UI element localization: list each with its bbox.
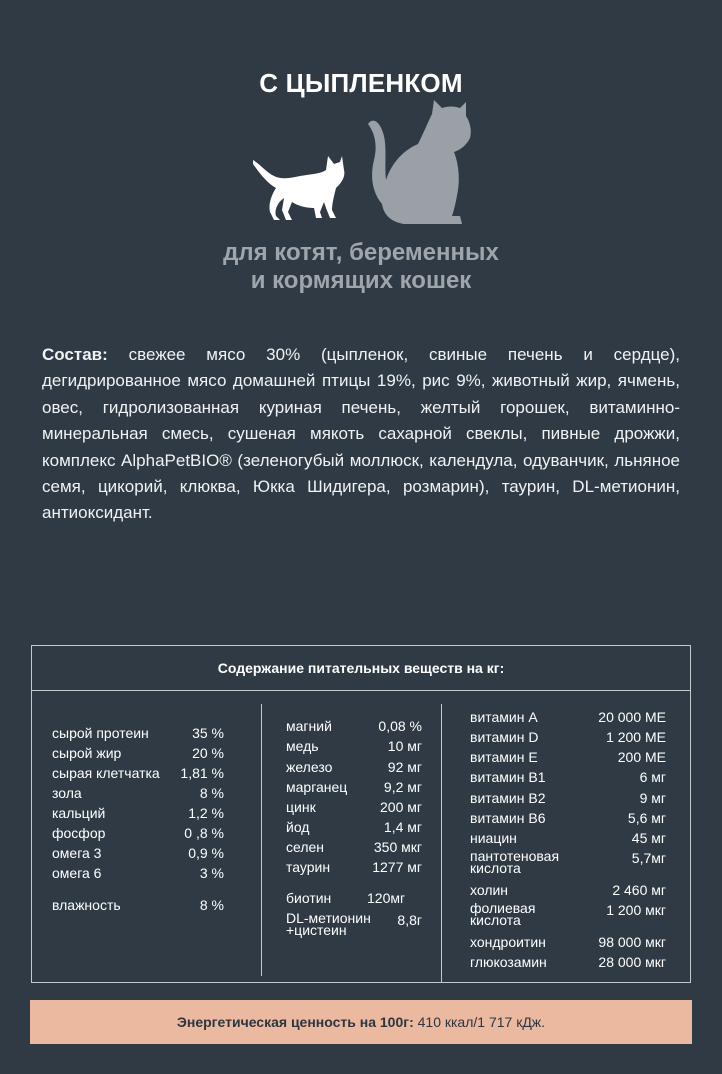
nutrient-value: 5,7мг [631, 850, 666, 866]
nutrient-name: сырая клетчатка [52, 765, 160, 781]
energy-label: Энергетическая ценность на 100г: [176, 1014, 414, 1030]
nutrient-name: витамин А [470, 709, 538, 725]
audience-line: для котят, беременных [223, 239, 499, 266]
kitten-icon [250, 150, 350, 224]
nutrient-name: железо [286, 759, 333, 775]
nutrient-name: витамин В2 [470, 790, 546, 806]
nutrient-value: 1 200 мкг [606, 902, 666, 918]
nutrient-name: DL-метионин +цистеин [286, 910, 371, 938]
nutrient-name: глюкозамин [470, 954, 547, 970]
composition-text: свежее мясо 30% (цыпленок, свиные печень и сердце), дегидрированное мясо домашней птицы 19%, рис 9%, животный жир, ячмень, овес, гидролизованная куриная печень, желтый горошек, витаминно-минеральная смесь, сушеная мякоть сахарной свеклы, пивные дрожжи, комплекс AlphaPetBIO® (зеленогубый моллюск, календула, одуванчик, льняное семя, цикорий, клюква, Юкка Шидигера, розмарин), таурин, DL-метионин, антиоксидант. [42, 345, 680, 523]
composition-label: Состав: [42, 345, 108, 364]
nutrient-value: 1277 мг [372, 859, 422, 875]
nutrient-value: 5,6 мг [627, 810, 666, 826]
nutrient-value: 8 % [199, 897, 224, 913]
nutrients-heading: Содержание питательных веществ на кг: [32, 646, 690, 691]
nutrient-name: таурин [286, 859, 331, 875]
nutrient-name: витамин D [470, 729, 539, 745]
column-divider [261, 704, 262, 976]
column-divider [441, 704, 442, 982]
nutrient-value: 0,08 % [378, 718, 422, 734]
nutrient-value: 20 % [192, 745, 224, 761]
nutrient-name: омега 3 [52, 845, 102, 861]
nutrient-row [470, 850, 666, 876]
nutrient-name: витамин В6 [470, 810, 546, 826]
nutrient-row [470, 902, 666, 928]
nutrient-name: фолиевая кислота [470, 900, 536, 928]
nutrient-name: холин [470, 882, 509, 898]
nutrient-name: кальций [52, 805, 106, 821]
nutrient-name: пантотеновая кислота [470, 848, 560, 876]
nutrient-name: селен [286, 839, 325, 855]
nutrient-name: влажность [52, 897, 121, 913]
nutrient-value: 1 200 МЕ [606, 729, 666, 745]
nutrient-value: 92 мг [387, 759, 422, 775]
energy-value: 410 ккал/1 717 кДж. [413, 1014, 546, 1030]
nutrient-name: ниацин [470, 830, 517, 846]
nutrient-value: 35 % [192, 725, 224, 741]
nutrient-value: 120мг [367, 890, 406, 906]
nutrient-name: магний [286, 718, 332, 734]
nutrient-value: 20 000 МЕ [598, 709, 666, 725]
nutrient-value: 1,4 мг [383, 819, 422, 835]
nutrient-name: сырой протеин [52, 725, 149, 741]
nutrient-value: 1,81 % [180, 765, 224, 781]
nutrient-value: 10 мг [387, 738, 422, 754]
nutrient-value: 1,2 % [188, 805, 224, 821]
nutrient-name: фосфор [52, 825, 106, 841]
nutrient-value: 9,2 мг [383, 779, 422, 795]
nutrient-name: витамин В1 [470, 769, 546, 785]
nutrient-value: 200 мг [380, 799, 422, 815]
nutrient-name: зола [52, 785, 82, 801]
nutrient-name: цинк [286, 799, 316, 815]
nutrient-value: 0 ,8 % [184, 825, 224, 841]
product-title: С ЦЫПЛЕНКОМ [259, 68, 463, 98]
nutrient-value: 2 460 мг [612, 882, 666, 898]
nutrient-name: витамин Е [470, 749, 538, 765]
nutrient-value: 350 мкг [373, 839, 422, 855]
nutrient-value: 0,9 % [188, 845, 224, 861]
nutrient-name: йод [286, 819, 310, 835]
nutrient-value: 45 мг [631, 830, 666, 846]
nutrient-value: 6 мг [639, 769, 666, 785]
nutrient-value: 28 000 мкг [598, 954, 666, 970]
nutrient-name: медь [286, 738, 319, 754]
nutrients-panel [31, 645, 691, 983]
nutrient-value: 200 МЕ [617, 749, 666, 765]
nutrient-name: омега 6 [52, 865, 102, 881]
nutrient-value: 3 % [199, 865, 224, 881]
audience-line: и кормящих кошек [250, 267, 472, 294]
nutrient-value: 8 % [199, 785, 224, 801]
composition-paragraph [42, 342, 680, 527]
nutrient-name: хондроитин [470, 934, 546, 950]
nutrient-name: сырой жир [52, 745, 122, 761]
nutrient-value: 9 мг [639, 790, 666, 806]
energy-value-bar [30, 1000, 692, 1044]
target-audience [0, 239, 722, 295]
nutrient-row [286, 912, 422, 938]
cat-icon [368, 100, 472, 224]
nutrient-value: 8,8г [397, 912, 422, 928]
nutrient-name: марганец [286, 779, 348, 795]
nutrient-value: 98 000 мкг [598, 934, 666, 950]
nutrient-name: биотин [286, 890, 332, 906]
